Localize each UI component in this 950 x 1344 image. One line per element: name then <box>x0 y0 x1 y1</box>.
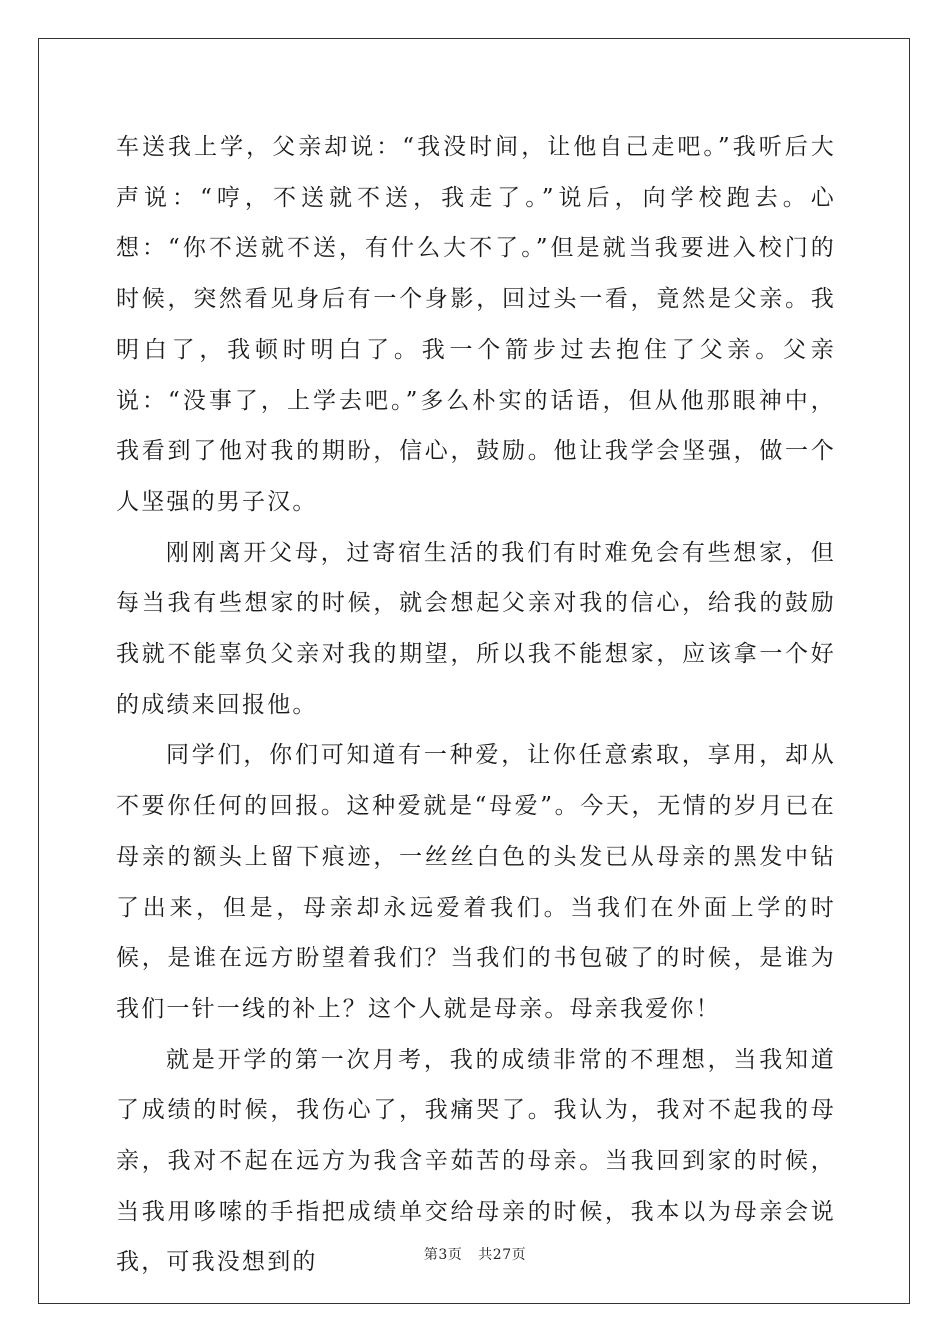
document-body <box>116 122 836 1288</box>
total-pages: 共27页 <box>478 1247 527 1263</box>
paragraph-1: 车送我上学，父亲却说：“我没时间，让他自己走吧。”我听后大声说：“哼，不送就不送，我走了。”说后，向学校跑去。心想：“你不送就不送，有什么大不了。”但是就当我要进入校门的时候，突然看见身后有一个身影，回过头一看，竟然是父亲。我明白了，我顿时明白了。我一个箭步过去抱住了父亲。父亲说：“没事了，上学去吧。”多么朴实的话语，但从他那眼神中，我看到了他对我的期盼，信心，鼓励。他让我学会坚强，做一个人坚强的男子汉。 <box>116 134 836 515</box>
page-number: 第3页 <box>423 1247 463 1263</box>
paragraph-4: 就是开学的第一次月考，我的成绩非常的不理想，当我知道了成绩的时候，我伤心了，我痛哭了。我认为，我对不起我的母亲，我对不起在远方为我含辛茹苦的母亲。当我回到家的时候，当我用哆嗦的手指把成绩单交给母亲的时候，我本以为母亲会说我，可我没想到的 <box>116 1046 836 1276</box>
paragraph-2: 刚刚离开父母，过寄宿生活的我们有时难免会有些想家，但每当我有些想家的时候，就会想起父亲对我的信心，给我的鼓励我就不能辜负父亲对我的期望，所以我不能想家，应该拿一个好的成绩来回报他。 <box>116 539 836 718</box>
paragraph-3: 同学们，你们可知道有一种爱，让你任意索取，享用，却从不要你任何的回报。这种爱就是“母爱”。今天，无情的岁月已在母亲的额头上留下痕迹，一丝丝白色的头发已从母亲的黑发中钻了出来，但是，母亲却永远爱着我们。当我们在外面上学的时候，是谁在远方盼望着我们？当我们的书包破了的时候，是谁为我们一针一线的补上？这个人就是母亲。母亲我爱你！ <box>116 742 836 1022</box>
page-footer <box>0 1244 950 1264</box>
